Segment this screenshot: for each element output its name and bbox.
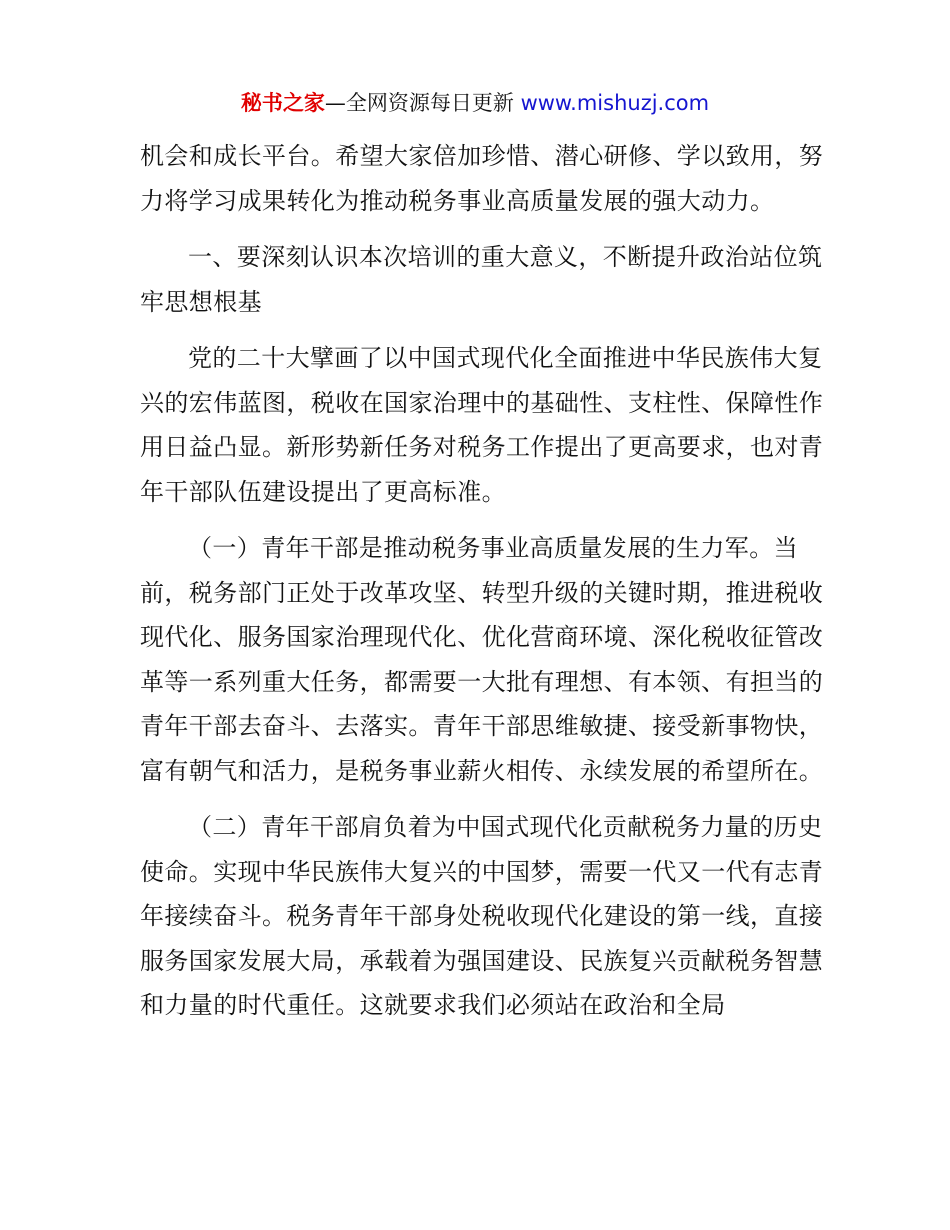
section-heading-1: 一、要深刻认识本次培训的重大意义，不断提升政治站位筑牢思想根基 [140,243,823,316]
page-header [0,88,950,118]
document-body [140,134,840,1040]
paragraph-point-2: （二）青年干部肩负着为中国式现代化贡献税务力量的历史使命。实现中华民族伟大复兴的中国梦，需要一代又一代有志青年接续奋斗。税务青年干部身处税收现代化建设的第一线，直接服务国家发展大局，承载着为强国建设、民族复兴贡献税务智慧和力量的时代重任。这就要求我们必须站在政治和全局 [140,813,824,1019]
site-url-link[interactable]: www.mishuzj.com [520,91,710,115]
paragraph-continuation: 机会和成长平台。希望大家倍加珍惜、潜心研修、学以致用，努力将学习成果转化为推动税务事业高质量发展的强大动力。 [140,142,824,215]
paragraph-point-1: （一）青年干部是推动税务事业高质量发展的生力军。当前，税务部门正处于改革攻坚、转型升级的关键时期，推进税收现代化、服务国家治理现代化、优化营商环境、深化税收征管改革等一系列重大任务，都需要一大批有理想、有本领、有担当的青年干部去奋斗、去落实。青年干部思维敏捷、接受新事物快，富有朝气和活力，是税务事业薪火相传、永续发展的希望所在。 [140,534,824,785]
site-slogan: —全网资源每日更新 [324,91,521,115]
paragraph-intro: 党的二十大擘画了以中国式现代化全面推进中华民族伟大复兴的宏伟蓝图，税收在国家治理中的基础性、支柱性、保障性作用日益凸显。新形势新任务对税务工作提出了更高要求，也对青年干部队伍建设提出了更高标准。 [140,344,824,506]
site-brand: 秘书之家 [240,91,325,115]
